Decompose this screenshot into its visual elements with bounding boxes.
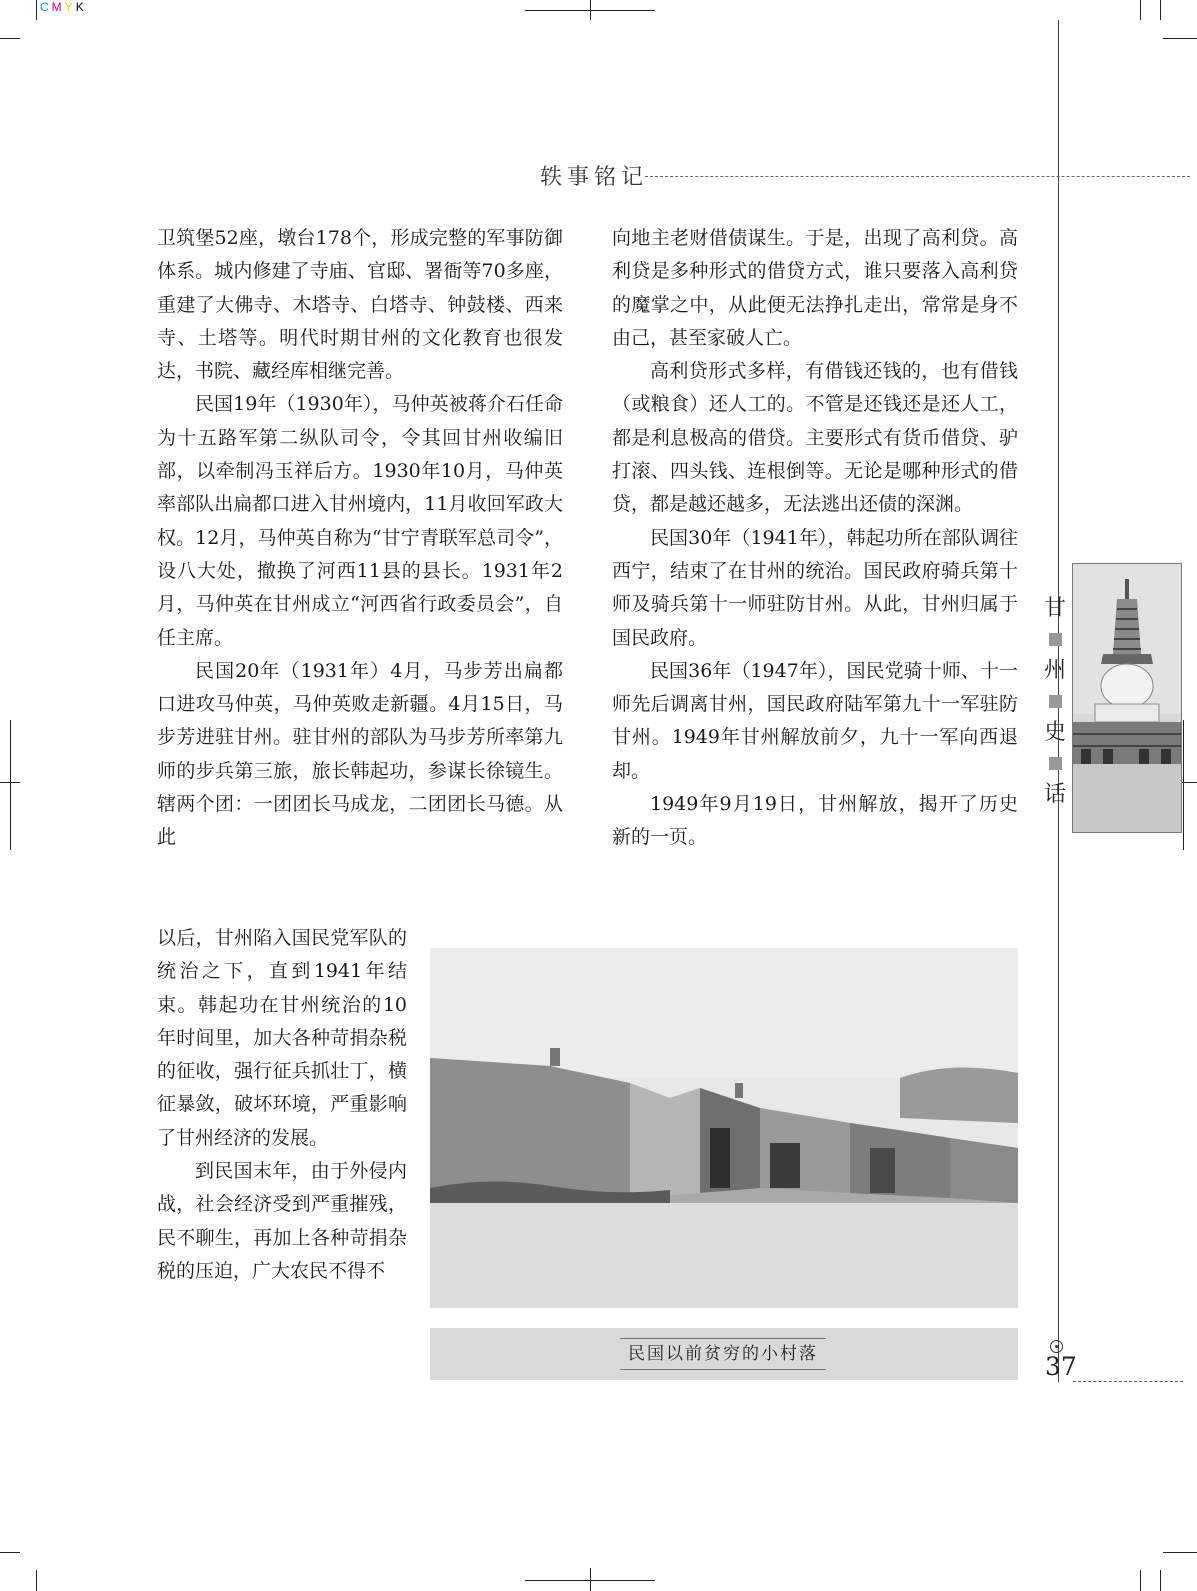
page-number-rule xyxy=(1073,1381,1183,1382)
right-column xyxy=(612,222,1018,855)
pagoda-photo xyxy=(1072,563,1182,833)
cmyk-k: K xyxy=(75,0,87,14)
section-title: 轶事铭记 xyxy=(540,165,649,190)
left-column-narrow xyxy=(157,922,407,1288)
square-bullet-icon xyxy=(1049,633,1062,646)
paragraph: 民国20年（1931年）4月，马步芳出扁都口进攻马仲英，马仲英败走新疆。4月15日，马步芳进驻甘州。驻甘州的部队为马步芳所率第九师的步兵第三旅，旅长韩起功，参谋长徐镜生。辖两个团：一团团长马成龙，二团团长马德。从此 xyxy=(157,659,563,849)
village-photo-illustration xyxy=(430,948,1018,1308)
side-tab-char: 话 xyxy=(1043,782,1066,807)
left-column xyxy=(157,222,563,855)
page-number: 37 xyxy=(1045,1352,1077,1381)
village-photo xyxy=(430,948,1018,1308)
paragraph: 到民国末年，由于外侵内战，社会经济受到严重摧残，民不聊生，再加上各种苛捐杂税的压迫，广大农民不得不 xyxy=(157,1160,407,1282)
side-tab-char: 州 xyxy=(1043,658,1066,683)
paragraph: 民国36年（1947年），国民党骑十师、十一师先后调离甘州，国民政府陆军第九十一军驻防甘州。1949年甘州解放前夕，九十一军向西退却。 xyxy=(612,659,1018,782)
paragraph: 1949年9月19日，甘州解放，揭开了历史新的一页。 xyxy=(612,793,1018,849)
cmyk-c: C xyxy=(40,0,52,14)
cmyk-y: Y xyxy=(64,0,76,14)
cmyk-color-mark xyxy=(40,0,87,14)
paragraph: 卫筑堡52座，墩台178个，形成完整的军事防御体系。城内修建了寺庙、官邸、署衙等70多座，重建了大佛寺、木塔寺、白塔寺、钟鼓楼、西来寺、土塔等。明代时期甘州的文化教育也很发达，书院、藏经库相继完善。 xyxy=(157,227,563,383)
photo-caption-box xyxy=(430,1328,1018,1380)
paragraph: 民国19年（1930年），马仲英被蒋介石任命为十五路军第二纵队司令，令其回甘州收编旧部，以牵制冯玉祥后方。1930年10月，马仲英率部队出扁都口进入甘州境内，11月收回军政大权。12月，马仲英自称为“甘宁青联军总司令”，设八大处，撤换了河西11县的县长。1931年2月，马仲英在甘州成立“河西省行政委员会”，自任主席。 xyxy=(157,393,563,649)
paragraph: 以后，甘州陷入国民党军队的统治之下，直到1941年结束。韩起功在甘州统治的10年时间里，加大各种苛捐杂税的征收，强行征兵抓壮丁，横征暴敛，破坏环境，严重影响了甘州经济的发展。 xyxy=(157,927,407,1149)
square-bullet-icon xyxy=(1049,695,1062,708)
side-tab-char: 甘 xyxy=(1043,596,1066,621)
paragraph: 高利贷形式多样，有借钱还钱的，也有借钱（或粮食）还人工的。不管是还钱还是还人工，都是利息极高的借贷。主要形式有货币借贷、驴打滚、四头钱、连根倒等。无论是哪种形式的借贷，都是越还越多，无法逃出还债的深渊。 xyxy=(612,360,1018,516)
pagoda-illustration xyxy=(1073,564,1181,832)
header-dashed-rule xyxy=(645,176,1190,177)
paragraph: 民国30年（1941年），韩起功所在部队调往西宁，结束了在甘州的统治。国民政府骑兵第十师及骑兵第十一师驻防甘州。从此，甘州归属于国民政府。 xyxy=(612,526,1018,649)
side-tab-char: 史 xyxy=(1043,720,1066,745)
paragraph: 向地主老财借债谋生。于是，出现了高利贷。高利贷是多种形式的借贷方式，谁只要落入高利贷的魔掌之中，从此便无法挣扎走出，常常是身不由己，甚至家破人亡。 xyxy=(612,227,1018,349)
cmyk-m: M xyxy=(51,0,65,14)
photo-caption: 民国以前贫穷的小村落 xyxy=(620,1338,826,1370)
square-bullet-icon xyxy=(1049,757,1062,770)
side-tab xyxy=(1040,594,1070,810)
